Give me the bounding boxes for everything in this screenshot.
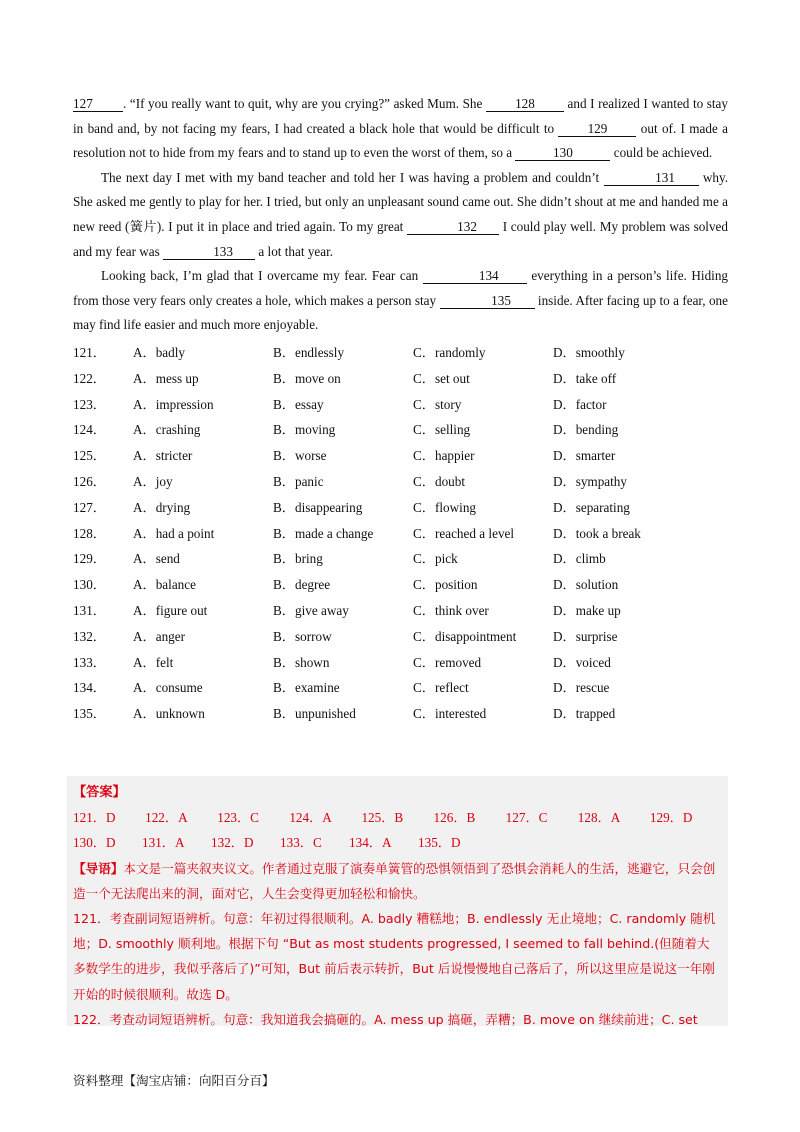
option-row	[73, 572, 728, 598]
blank-133[interactable]: 133	[163, 244, 255, 260]
option-d[interactable]: D．take off	[553, 370, 617, 386]
option-row	[73, 546, 728, 572]
blank-128[interactable]: 128	[486, 96, 564, 112]
guide-paragraph	[73, 856, 722, 906]
blank-135[interactable]: 135	[440, 293, 535, 309]
option-c[interactable]: C．think over	[413, 602, 489, 618]
option-c[interactable]: C．position	[413, 577, 478, 593]
answer-key: 125．B	[361, 810, 404, 826]
option-row	[73, 650, 728, 676]
option-d[interactable]: D．surprise	[553, 628, 618, 644]
option-row	[73, 443, 728, 469]
option-b[interactable]: B．examine	[273, 680, 340, 696]
option-c[interactable]: C．set out	[413, 370, 470, 386]
answer-key: 124．A	[289, 810, 332, 826]
passage-text: and I realized I wanted to stay in band and, by not facing my fears, I had created a black hole that would be difficult to	[73, 96, 729, 136]
option-b[interactable]: B．sorrow	[273, 628, 332, 644]
option-d[interactable]: D．solution	[553, 577, 619, 593]
option-b[interactable]: B．worse	[273, 448, 327, 464]
option-b[interactable]: B．panic	[273, 473, 324, 489]
option-a[interactable]: A．badly	[133, 344, 186, 360]
explanation-122: 122．考查动词短语辨析。句意：我知道我会搞砸的。A. mess up 搞砸，弄糟；B. move on 继续前进；C. set	[73, 1011, 698, 1027]
passage-text: could be achieved.	[613, 145, 713, 161]
blank-129[interactable]: 129	[558, 121, 636, 137]
guide-text: 本文是一篇夹叙夹议文。作者通过克服了演奏单簧管的恐惧领悟到了恐惧会消耗人的生活，逃避它，只会创造一个无法爬出来的洞，面对它，人生会变得更加轻松和愉快。	[73, 860, 716, 901]
option-row	[73, 701, 728, 727]
option-c[interactable]: C．story	[413, 396, 462, 412]
option-c[interactable]: C．doubt	[413, 473, 466, 489]
option-row	[73, 675, 728, 701]
question-number: 122．	[73, 370, 106, 386]
option-row	[73, 521, 728, 547]
passage-paragraph-3	[73, 264, 728, 338]
option-d[interactable]: D．climb	[553, 551, 606, 567]
option-b[interactable]: B．give away	[273, 602, 349, 618]
option-a[interactable]: A．had a point	[133, 525, 215, 541]
option-b[interactable]: B．bring	[273, 551, 323, 567]
answer-section	[67, 776, 728, 1026]
options-list	[73, 340, 728, 727]
option-b[interactable]: B．endlessly	[273, 344, 345, 360]
option-c[interactable]: C．removed	[413, 654, 482, 670]
option-c[interactable]: C．interested	[413, 706, 487, 722]
question-number: 134．	[73, 680, 106, 696]
answer-key: 122．A	[145, 810, 188, 826]
worksheet-page	[73, 92, 728, 727]
option-a[interactable]: A．stricter	[133, 448, 193, 464]
option-d[interactable]: D．make up	[553, 602, 621, 618]
option-a[interactable]: A．anger	[133, 628, 185, 644]
option-c[interactable]: C．disappointment	[413, 628, 517, 644]
passage-text: everything in a person’s life. Hiding from those very fears only creates a hole, which makes a person stay	[73, 268, 729, 308]
question-number: 123．	[73, 396, 106, 412]
option-row	[73, 624, 728, 650]
option-a[interactable]: A．send	[133, 551, 180, 567]
option-c[interactable]: C．happier	[413, 448, 475, 464]
option-row	[73, 598, 728, 624]
option-c[interactable]: C．selling	[413, 422, 471, 438]
guide-label: 【导语】	[73, 860, 124, 876]
passage-text: I could play well. My problem was solved and my fear was	[73, 218, 728, 259]
question-number: 126．	[73, 473, 106, 489]
answer-key: 130．D	[73, 835, 116, 851]
passage-text: . “If you really want to quit, why are you crying?” asked Mum. She	[123, 96, 483, 111]
option-b[interactable]: B．shown	[273, 654, 330, 670]
blank-130[interactable]: 130	[515, 145, 610, 161]
question-number: 127．	[73, 499, 106, 515]
answer-key: 127．C	[505, 810, 548, 826]
blank-127[interactable]: 127	[73, 96, 123, 112]
question-number: 121．	[73, 344, 106, 360]
passage-paragraph-1	[73, 92, 728, 166]
option-a[interactable]: A．crashing	[133, 422, 201, 438]
passage-paragraph-2	[73, 166, 728, 264]
blank-134[interactable]: 134	[423, 268, 527, 284]
footer-note: 资料整理【淘宝店铺：向阳百分百】	[73, 1073, 275, 1088]
option-b[interactable]: B．essay	[273, 396, 324, 412]
option-a[interactable]: A．drying	[133, 499, 191, 515]
answer-key: 126．B	[433, 810, 476, 826]
answer-row-1	[73, 805, 722, 830]
answer-heading: 【答案】	[73, 785, 126, 800]
option-d[interactable]: D．trapped	[553, 706, 616, 722]
option-row	[73, 340, 728, 366]
option-a[interactable]: A．balance	[133, 577, 196, 593]
option-d[interactable]: D．bending	[553, 422, 619, 438]
option-d[interactable]: D．voiced	[553, 654, 611, 670]
option-c[interactable]: C．pick	[413, 551, 458, 567]
option-a[interactable]: A．impression	[133, 396, 214, 412]
option-c[interactable]: C．reflect	[413, 680, 469, 696]
option-a[interactable]: A．felt	[133, 654, 174, 670]
option-b[interactable]: B．made a change	[273, 525, 374, 541]
option-a[interactable]: A．joy	[133, 473, 173, 489]
option-d[interactable]: D．smoothly	[553, 344, 625, 360]
option-b[interactable]: B．unpunished	[273, 706, 356, 722]
passage-text: inside. After facing up to a fear, one may find life easier and much more enjoyable.	[73, 292, 729, 333]
answer-row-2	[73, 830, 722, 855]
blank-131[interactable]: 131	[604, 170, 699, 186]
option-d[interactable]: D．rescue	[553, 680, 610, 696]
option-row	[73, 392, 728, 418]
option-c[interactable]: C．randomly	[413, 344, 486, 360]
option-b[interactable]: B．move on	[273, 370, 341, 386]
option-row	[73, 417, 728, 443]
answer-key: 131．A	[142, 835, 185, 851]
answer-key: 128．A	[577, 810, 621, 826]
answer-key: 123．C	[217, 810, 259, 826]
answer-key: 134．A	[349, 835, 392, 851]
answer-key: 135．D	[418, 835, 461, 851]
option-c[interactable]: C．reached a level	[413, 525, 515, 541]
option-row	[73, 469, 728, 495]
option-d[interactable]: D．sympathy	[553, 473, 627, 489]
question-number: 124．	[73, 422, 106, 438]
answer-key: 133．C	[280, 835, 322, 851]
answer-key: 132．D	[211, 835, 254, 851]
passage-text: The next day I met with my band teacher and told her I was having a problem and couldn’t	[101, 169, 600, 185]
passage-text: out of. I made a resolution not to hide from my fears and to stand up to even the worst of them, so a	[73, 120, 729, 161]
answer-key: 121．D	[73, 810, 116, 826]
question-number: 135．	[73, 706, 106, 722]
question-number: 130．	[73, 577, 106, 593]
option-d[interactable]: D．separating	[553, 499, 630, 515]
passage-text: why. She asked me gently to play for her. I tried, but only an unpleasant sound came out. She didn’t shout at me and handed me a new reed (簧片). I put it in place and tried again. To my great	[73, 169, 729, 234]
passage-text: Looking back, I’m glad that I overcame my fear. Fear can	[101, 268, 419, 284]
option-b[interactable]: B．degree	[273, 577, 331, 593]
option-row	[73, 495, 728, 521]
question-number: 129．	[73, 551, 106, 567]
option-a[interactable]: A．consume	[133, 680, 203, 696]
explanation-121: 121．考查副词短语辨析。句意：年初过得很顺利。A. badly 糟糕地；B. endlessly 无止境地；C. randomly 随机地；D. smoothly 顺利地。根据下句 “But as most students progressed, I seemed to fall behind.(但随着大多数学生的进步，我似乎落后了)”可知，But 前后表示转折，But 后说慢慢地自己落后了，所以这里应是说这一年刚开始的时候很顺利。故选 D。	[73, 911, 716, 1002]
question-number: 131．	[73, 602, 106, 618]
answer-key: 129．D	[649, 810, 693, 826]
option-a[interactable]: A．unknown	[133, 706, 205, 722]
option-a[interactable]: A．mess up	[133, 370, 199, 386]
question-number: 128．	[73, 525, 106, 541]
option-c[interactable]: C．flowing	[413, 499, 477, 515]
question-number: 132．	[73, 628, 106, 644]
passage-text: a lot that year.	[258, 243, 334, 259]
option-d[interactable]: D．factor	[553, 396, 607, 412]
blank-132[interactable]: 132	[407, 219, 499, 235]
option-d[interactable]: D．took a break	[553, 525, 641, 541]
option-row	[73, 366, 728, 392]
option-b[interactable]: B．moving	[273, 422, 336, 438]
question-number: 133．	[73, 654, 106, 670]
option-b[interactable]: B．disappearing	[273, 499, 363, 515]
option-d[interactable]: D．smarter	[553, 448, 616, 464]
option-a[interactable]: A．figure out	[133, 602, 208, 618]
question-number: 125．	[73, 448, 106, 464]
